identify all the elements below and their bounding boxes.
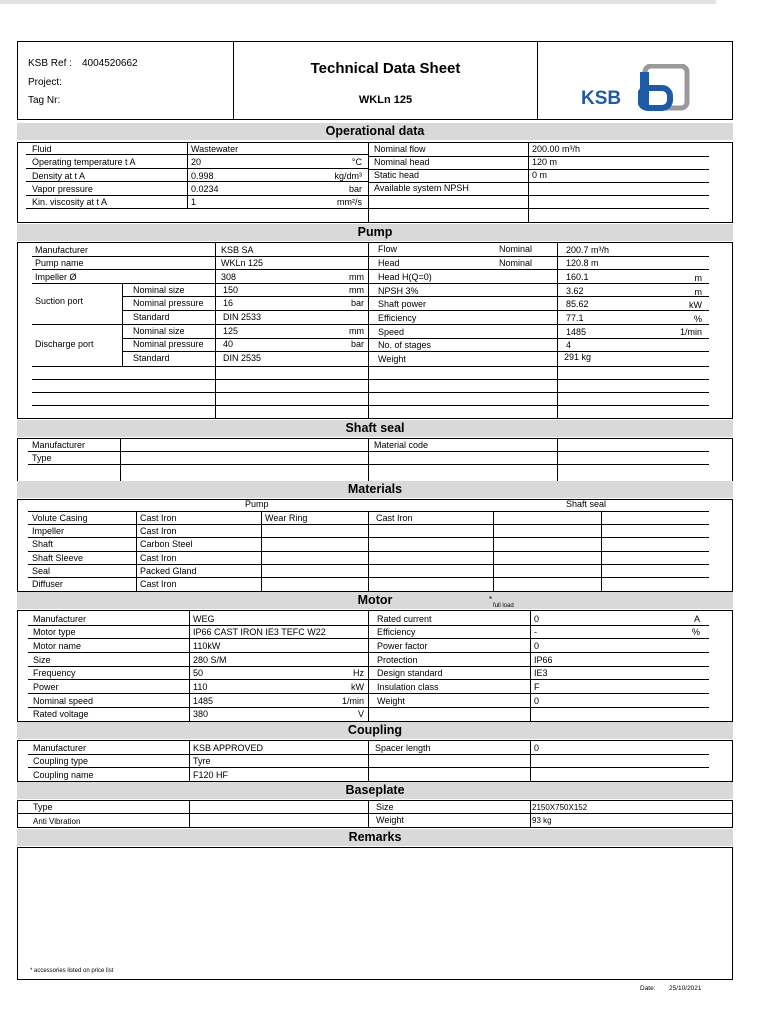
- op-label-3: Vapor pressure: [32, 184, 93, 194]
- pump-r-label-8: Weight: [378, 354, 406, 364]
- materials-header: Materials: [17, 481, 733, 498]
- op-r-label-1: Nominal head: [374, 157, 430, 167]
- op-r-label-2: Static head: [374, 170, 420, 180]
- motor-r-label-4: Design standard: [377, 668, 443, 678]
- op-r-value-0: 200.00 m³/h: [532, 144, 581, 154]
- suction-unit-1: bar: [350, 298, 364, 308]
- tag-label: Tag Nr:: [28, 95, 61, 106]
- pump-r-value-1: 120.8 m: [566, 258, 599, 268]
- coupling-value-2: F120 HF: [193, 770, 229, 780]
- motor-value-3: 280 S/M: [193, 655, 227, 665]
- baseplate-type-label: Type: [33, 802, 53, 812]
- pump-r-label-6: Speed: [378, 327, 405, 337]
- pump-r-label-2: Head H(Q=0): [378, 272, 432, 282]
- coupling-value-1: Tyre: [193, 756, 211, 766]
- pump-label-2: Impeller Ø: [35, 272, 77, 282]
- operational-data-table: [17, 142, 733, 223]
- motor-value-5: 110: [193, 682, 208, 692]
- motor-r-value-1: -: [534, 627, 537, 637]
- coupling-table: [17, 740, 733, 782]
- accessories-footnote: * accessories listed on price list: [30, 968, 114, 974]
- pump-r-unit-6: 1/min: [679, 327, 702, 337]
- motor-r-unit-1: %: [691, 627, 700, 637]
- suction-port-label: Suction port: [35, 296, 84, 306]
- ksb-ref-label: KSB Ref :: [28, 58, 72, 69]
- materials-table: [17, 499, 733, 592]
- pump-r-label-4: Shaft power: [378, 299, 427, 309]
- op-value-1: 20: [191, 157, 202, 167]
- motor-r-value-3: IP66: [534, 655, 553, 665]
- motor-footnote-marker: *: [489, 595, 493, 604]
- motor-r-unit-0: A: [693, 614, 700, 624]
- pump-r-sub-1: Nominal: [499, 258, 533, 268]
- pump-label-0: Manufacturer: [35, 245, 89, 255]
- coupling-label-1: Coupling type: [33, 756, 89, 766]
- mat-label-3: Shaft Sleeve: [32, 553, 84, 563]
- motor-value-0: WEG: [193, 614, 215, 624]
- coupling-header: Coupling: [17, 722, 733, 739]
- pump-r-unit-2: m: [694, 273, 702, 283]
- motor-label-6: Nominal speed: [33, 696, 94, 706]
- motor-label-5: Power: [33, 682, 59, 692]
- motor-value-2: 110kW: [193, 641, 221, 651]
- baseplate-header: Baseplate: [17, 782, 733, 799]
- suction-label-0: Nominal size: [133, 285, 185, 295]
- op-unit-3: bar: [348, 184, 362, 194]
- seal-manufacturer-label: Manufacturer: [32, 440, 86, 450]
- motor-r-label-6: Weight: [377, 696, 405, 706]
- seal-type-label: Type: [32, 453, 52, 463]
- full-load-label: full load: [493, 603, 514, 609]
- baseplate-size-value: 2150X750X152: [532, 803, 588, 812]
- mat-label-1: Impeller: [32, 526, 65, 536]
- spacer-length-label: Spacer length: [375, 743, 431, 753]
- discharge-label-0: Nominal size: [133, 326, 185, 336]
- mat-value-0: Cast Iron: [140, 513, 177, 523]
- suction-value-0: 150: [223, 285, 239, 295]
- op-r-label-3: Available system NPSH: [374, 183, 469, 193]
- shaft-seal-table: [17, 438, 733, 482]
- pump-r-value-7: 4: [566, 340, 572, 350]
- op-r-value-2: 0 m: [532, 170, 548, 180]
- seal-material-code-label: Material code: [374, 440, 429, 450]
- mat-label-5: Diffuser: [32, 579, 63, 589]
- pump-r-unit-3: m: [694, 287, 702, 297]
- pump-r-label-5: Efficiency: [378, 313, 417, 323]
- motor-table: [17, 610, 733, 722]
- motor-unit-4: Hz: [353, 668, 364, 678]
- mat-label-4: Seal: [32, 566, 51, 576]
- discharge-port-label: Discharge port: [35, 339, 94, 349]
- ksb-logo-text: KSB: [581, 88, 622, 109]
- mat-label-2: Shaft: [32, 539, 54, 549]
- op-r-label-0: Nominal flow: [374, 144, 426, 154]
- mat-value-4: Packed Gland: [140, 566, 197, 576]
- pump-r-label-3: NPSH 3%: [378, 286, 419, 296]
- pump-r-label-0: Flow: [378, 244, 398, 254]
- motor-r-label-3: Protection: [377, 655, 418, 665]
- motor-r-value-2: 0: [534, 641, 540, 651]
- op-r-value-1: 120 m: [532, 157, 558, 167]
- op-unit-1: °C: [351, 157, 362, 167]
- motor-label-7: Rated voltage: [33, 709, 89, 719]
- baseplate-weight-value: 93 kg: [532, 816, 552, 825]
- discharge-unit-0: mm: [349, 326, 364, 336]
- discharge-value-0: 125: [223, 326, 239, 336]
- pump-r-label-7: No. of stages: [378, 340, 432, 350]
- op-value-2: 0.998: [191, 171, 214, 181]
- motor-label-4: Frequency: [33, 668, 76, 678]
- mat-value-3: Cast Iron: [140, 553, 177, 563]
- pump-value-0: KSB SA: [221, 245, 254, 255]
- anti-vibration-label: Anti Vibration: [33, 817, 81, 826]
- pump-r-value-8: 291 kg: [564, 352, 592, 362]
- top-bar: [0, 0, 716, 4]
- pump-r-value-5: 77.1: [566, 313, 584, 323]
- materials-pump-label: Pump: [245, 499, 269, 509]
- pump-label-1: Pump name: [35, 258, 84, 268]
- motor-value-4: 50: [193, 668, 204, 678]
- pump-r-value-2: 160.1: [566, 272, 589, 282]
- motor-r-value-0: 0: [534, 614, 540, 624]
- coupling-label-2: Coupling name: [33, 770, 94, 780]
- pump-value-2: 308: [221, 272, 237, 282]
- baseplate-size-label: Size: [376, 802, 394, 812]
- pump-r-unit-4: kW: [689, 300, 702, 310]
- project-label: Project:: [28, 77, 62, 88]
- pump-value-1: WKLn 125: [221, 258, 264, 268]
- motor-label-1: Motor type: [33, 627, 76, 637]
- op-value-3: 0.0234: [191, 184, 219, 194]
- op-value-0: Wastewater: [191, 144, 239, 154]
- materials-shaft-seal-label: Shaft seal: [566, 499, 607, 509]
- pump-r-unit-5: %: [693, 314, 702, 324]
- coupling-label-0: Manufacturer: [33, 743, 87, 753]
- mat-value-1: Cast Iron: [140, 526, 177, 536]
- discharge-value-1: 40: [223, 339, 234, 349]
- pump-header: Pump: [17, 224, 733, 241]
- op-unit-2: kg/dm³: [334, 171, 362, 181]
- motor-unit-6: 1/min: [341, 696, 364, 706]
- spacer-length-value: 0: [534, 743, 540, 753]
- coupling-value-0: KSB APPROVED: [193, 743, 264, 753]
- mat-value-5: Cast Iron: [140, 579, 177, 589]
- suction-value-2: DIN 2533: [223, 312, 262, 322]
- shaft-seal-header: Shaft seal: [17, 420, 733, 437]
- header-block: [17, 41, 733, 120]
- model-name: WKLn 125: [358, 94, 413, 106]
- baseplate-weight-label: Weight: [376, 815, 404, 825]
- document-title: Technical Data Sheet: [310, 60, 461, 77]
- ksb-logo-icon: [638, 64, 690, 112]
- date-value: 25/10/2021: [669, 985, 702, 992]
- remarks-header: Remarks: [17, 829, 733, 846]
- remarks-box: [17, 847, 733, 980]
- op-unit-4: mm²/s: [337, 197, 362, 207]
- motor-r-label-5: Insulation class: [377, 682, 439, 692]
- pump-r-value-4: 85.62: [566, 299, 589, 309]
- baseplate-table: [17, 800, 733, 828]
- wear-ring-label: Wear Ring: [265, 513, 308, 523]
- op-label-2: Density at t A: [32, 171, 86, 181]
- motor-r-label-0: Rated current: [377, 614, 432, 624]
- operational-data-header: Operational data: [17, 123, 733, 140]
- discharge-label-2: Standard: [133, 353, 170, 363]
- motor-r-label-1: Efficiency: [377, 627, 416, 637]
- suction-value-1: 16: [223, 298, 234, 308]
- wear-ring-value: Cast Iron: [376, 513, 413, 523]
- motor-value-6: 1485: [193, 696, 214, 706]
- discharge-label-1: Nominal pressure: [133, 339, 204, 349]
- motor-header: Motor: [17, 592, 733, 609]
- suction-label-2: Standard: [133, 312, 170, 322]
- suction-label-1: Nominal pressure: [133, 298, 204, 308]
- pump-r-value-0: 200.7 m³/h: [566, 245, 610, 255]
- pump-r-label-1: Head: [378, 258, 400, 268]
- mat-label-0: Volute Casing: [32, 513, 88, 523]
- motor-r-value-4: IE3: [534, 668, 548, 678]
- pump-unit-2: mm: [349, 272, 364, 282]
- discharge-value-2: DIN 2535: [223, 353, 262, 363]
- op-label-4: Kin. viscosity at t A: [32, 197, 108, 207]
- motor-label-0: Manufacturer: [33, 614, 87, 624]
- suction-unit-0: mm: [349, 285, 364, 295]
- motor-r-label-2: Power factor: [377, 641, 428, 651]
- op-label-1: Operating temperature t A: [32, 157, 136, 167]
- op-label-0: Fluid: [32, 144, 52, 154]
- motor-r-value-6: 0: [534, 696, 540, 706]
- mat-value-2: Carbon Steel: [140, 539, 193, 549]
- pump-r-sub-0: Nominal: [499, 244, 533, 254]
- motor-unit-5: kW: [351, 682, 364, 692]
- ksb-ref-value: 4004520662: [82, 58, 138, 69]
- pump-table: [17, 242, 733, 419]
- motor-value-1: IP66 CAST IRON IE3 TEFC W22: [193, 627, 326, 637]
- op-value-4: 1: [191, 197, 197, 207]
- motor-r-value-5: F: [534, 682, 540, 692]
- motor-label-2: Motor name: [33, 641, 82, 651]
- motor-unit-7: V: [357, 709, 364, 719]
- motor-label-3: Size: [33, 655, 51, 665]
- motor-value-7: 380: [193, 709, 209, 719]
- date-label: Date:: [640, 985, 656, 992]
- pump-r-value-6: 1485: [566, 327, 587, 337]
- discharge-unit-1: bar: [350, 339, 364, 349]
- pump-r-value-3: 3.62: [566, 286, 584, 296]
